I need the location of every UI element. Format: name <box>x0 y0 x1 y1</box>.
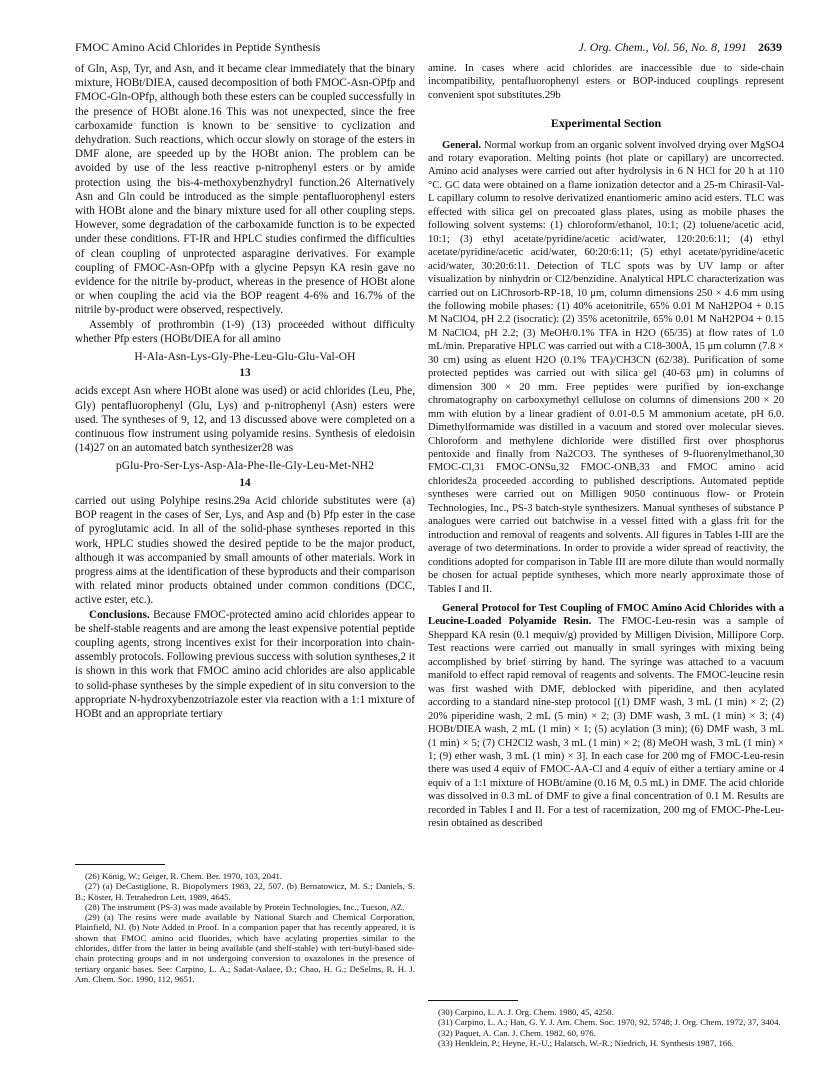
footnote-separator <box>428 1000 518 1001</box>
body-paragraph: of Gln, Asp, Tyr, and Asn, and it became clear immediately that the binary mixture, HOBt/DIEA, caused decomposition of both FMOC-Asn-OPfp and FMOC-Gln-OPfp, although both these esters can be coupled successfully in the presence of HOBt alone.16 This was not unexpected, since the free carboxamide function is known to be sensitive to cyclization and dehydration. Such reactions, which occur slowly on storage of the esters in DMF alone, are speeded up by the HOBt anion. The problem can be avoided by use of the less reactive p-nitrophenyl esters or by amide protection using the bis-4-methoxybenzhydryl function.26 Alternatively Asn and Gln could be introduced as the simple pentafluorophenyl esters with HOBt alone and the binary mixture used for all other coupling steps. However, some degradation of the carboxamide function is to be expected under these conditions. FT-IR and HPLC studies confirmed the difficulties of clean coupling of unprotected asparagine derivatives. For example coupling of FMOC-Asn-OPfp with a glycine Pepsyn KA resin gave no evidence for the nitrile by-product, whereas in the presence of HOBt alone or when coupling the acid via the BOP reagent 4-6% and 16.7% of the nitrile by-product were observed, respectively. <box>75 63 415 317</box>
body-paragraph: acids except Asn where HOBt alone was used) or acid chlorides (Leu, Phe, Gly) pentafluorophenyl (Glu, Lys) and p-nitrophenyl (Asn) esters were used. The syntheses of 9, 12, and 13 discussed above were completed on a continuous flow instrument using polyamide resins. Synthesis of eledoisin (14)27 on an automated batch synthesizer28 was <box>75 385 415 455</box>
protocol-paragraph <box>428 602 784 831</box>
conclusions-text: Because FMOC-protected amino acid chlorides appear to be shelf-stable reagents and are among the least expensive potential peptide coupling agents, strong incentives exist for their incorporation into chain-assembly protocols. Following previous success with solution syntheses,2 it is shown in this work that FMOC amino acid chlorides are also applicable to solid-phase syntheses by the simple expedient of in situ conversion to the appropriate N-hydroxybenzotriazole ester via reaction with a 1:1 mixture of HOBt and an appropriate tertiary <box>75 608 415 720</box>
footnote: (32) Paquet, A. Can. J. Chem. 1982, 60, 976. <box>438 1027 596 1038</box>
conclusions-heading: Conclusions. <box>89 608 150 621</box>
general-paragraph <box>428 139 784 596</box>
protocol-text: The FMOC-Leu-resin was a sample of Sheppard KA resin (0.1 mequiv/g) provided by Milligen Division, Millipore Corp. Test reactions were carried out manually in small syringes with mixing being accomplished by brief stirring by hand. The syringe was attached to a vacuum manifold to effect rapid removal of reagents and solvents. The FMOC-leucine resin was first washed with DMF, deblocked with piperidine, and then acylated according to a standard nine-step protocol [(1) DMF wash, 3 mL (1 min) × 2; (2) 20% piperidine wash, 2 mL (5 min) × 2; (3) DMF wash, 3 mL (1 min) × 3; (4) HOBt/DIEA wash, 2 mL (1 min) × 1; (5) acylation (3 min); (6) DMF wash, 3 mL (1 min) × 5; (7) CH2Cl2 wash, 3 mL (1 min) × 2; (8) MeOH wash, 3 mL (1 min) × 1; (9) ether wash, 3 mL (1 min) × 3]. In each case for 200 mg of FMOC-Leu-resin there was used 4 equiv of FMOC-AA-Cl and 4 equiv of either a tertiary amine or 4 equiv of a 1:1 mixture of HOBt/amine (0.16 M, 0.5 mL) in DMF. The acid chloride was dissolved in 0.3 mL of DMF to give a final concentration of 0.1 M. Results are recorded in Tables I and II. For a test of racemization, 200 mg of FMOC-Phe-Leu-resin obtained as described <box>428 616 784 830</box>
left-footnotes <box>75 854 415 984</box>
journal-citation: J. Org. Chem., Vol. 56, No. 8, 1991 <box>578 40 747 54</box>
footnote: (31) Carpino, L. A.; Han, G. Y. J. Am. Chem. Soc. 1970, 92, 5748; J. Org. Chem. 1972, 37, 3404. <box>438 1017 781 1028</box>
running-title: FMOC Amino Acid Chlorides in Peptide Synthesis <box>75 40 321 54</box>
footnote: (27) (a) DeCastiglione, R. Biopolymers 1983, 22, 507. (b) Bernatowicz, M. S.; Daniels, S. B.; Köster, H. Tetrahedron Lett. 1989, 4645. <box>75 881 415 902</box>
footnote: (28) The instrument (PS-3) was made available by Protein Technologies, Inc., Tucson, AZ. <box>85 901 405 912</box>
general-heading: General. <box>442 139 482 151</box>
body-paragraph: Assembly of prothrombin (1-9) (13) proceeded without difficulty whether Pfp esters (HOBt/DIEA for all amino <box>75 318 415 345</box>
right-footnotes <box>428 990 784 1048</box>
peptide-sequence: H-Ala-Asn-Lys-Gly-Phe-Leu-Glu-Glu-Val-OH <box>134 351 356 364</box>
footnote-separator <box>75 864 165 865</box>
page-number: 2639 <box>758 40 782 54</box>
peptide-sequence: pGlu-Pro-Ser-Lys-Asp-Ala-Phe-Ile-Gly-Leu-Met-NH2 <box>115 460 375 473</box>
footnote: (29) (a) The resins were made available by National Starch and Chemical Corporation, Plainfield, NJ. (b) Note Added in Proof. In a companion paper that has recently appeared, it is shown that FMOC amino acid fluorides, which have acylating properties similar to the chlorides, differ from the latter in being available (and shelf-stable) with tert-butyl-based side-chain protecting groups and in not undergoing conversion to oxazolones in the presence of tertiary organic bases. See: Carpino, L. A.; Sadat-Aalaee, D.; Chao, H. G.; DeSelms, R. H. J. Am. Chem. Soc. 1990, 112, 9651. <box>75 912 415 984</box>
protocol-heading: General Protocol for Test Coupling of FMOC Amino Acid Chlorides with a Leucine-Loaded Polyamide Resin. <box>428 602 784 628</box>
compound-number: 13 <box>239 367 251 380</box>
section-heading: Experimental Section <box>550 116 662 131</box>
compound-number: 14 <box>239 476 251 489</box>
running-header <box>75 40 782 58</box>
journal-reference <box>578 40 782 55</box>
footnote: (26) König, W.; Geiger, R. Chem. Ber. 1970, 103, 2041. <box>85 871 283 881</box>
body-paragraph: carried out using Polyhipe resins.29a Acid chloride substitutes were (a) BOP reagent in the cases of Ser, Lys, and Asp and (b) Pfp ester in the case of pyroglutamic acid. In all of the solid-phase syntheses reported in this work, HPLC studies showed the desired peptide to be the major product, although it was accompanied by small amounts of other materials. Work in progress aims at the identification of these byproducts and their comparison with related minor products obtained under common conditions (DCC, active ester, etc.). <box>75 494 415 607</box>
footnote: (33) Henklein, P.; Heyne, H.-U.; Halatsch, W.-R.; Niedrich, H. Synthesis 1987, 166. <box>438 1037 734 1048</box>
right-column <box>428 62 784 831</box>
footnote: (30) Carpino, L. A. J. Org. Chem. 1980, 45, 4250. <box>438 1007 614 1017</box>
conclusions-paragraph <box>75 608 415 722</box>
left-column <box>75 62 415 721</box>
general-text: Normal workup from an organic solvent involved drying over MgSO4 and rotary evaporation. Melting points (hot plate or capillary) are uncorrected. Amino acid analyses were carried out after hydrolysis in 6 N HCl for 20 h at 110 °C. GC data were obtained on a flame ionization detector and a 25-m Chirasil-Val-L capillary column to resolve derivatized enantiomeric amino acid esters. TLC was effected with silica gel on precoated glass plates, using as mobile phases the following solvent systems: (1) chloroform/ethanol, 10:1; (2) toluene/acetic acid, 10:1; (3) ethyl acetate/pyridine/acetic acid/water, 120:20:6:11; (4) ethyl acetate/pyridine/acetic acid/water, 60:20:6:11; (5) ethyl acetate/pyridine/acetic acid/water, 30:20:6:11. Detection of TLC spots was by UV lamp or after visualization by ninhydrin or Cl2/benzidine. Analytical HPLC characterization was carried out on LiChrosorb-RP-18, 10 μm, column dimensions 250 × 4.6 mm using the following mobile phases: (1) 40% acetonitrile, 65% 0.01 M NaH2PO4 + 0.15 M NaClO4, pH 2.2 (isocratic): (2) 35% acetonitrile, 65% 0.01 M NaH2PO4 + 0.15 M NaClO4, pH 2.2; (3) MeOH/0.1% TFA in H2O (65/35) at flow rates of 1.0 mL/min. Preparative HPLC was carried out with a C18-300Å, 15 μm column (7.8 × 30 cm) using as eluent H2O (0.1% TFA)/CH3CN (62/38). Purification of some protected peptides was carried out with silica gel (40-63 μm) in columns of dimension 300 × 20 mm. Free peptides were purified by ion-exchange chromatography on carboxymethyl cellulose on columns of dimensions 200 × 20 mm with elution by a linear gradient of 0.01-0.5 M ammonium acetate, pH 6.0. Dimethylformamide was distilled in a vacuum and stored over molecular sieves. Chloroform and methylene dichloride were distilled first over phosphorus pentoxide and finally from Na2CO3. The syntheses of 9-fluorenylmethanol,30 FMOC-Cl,31 FMOC-ONSu,32 FMOC-ONB,33 and FMOC amino acid chlorides2a proceeded according to published descriptions. Automated peptide syntheses were carried out on Milligen 9050 continuous flow- or Protein Technologies, Inc., PS-3 batch-style synthesizers. Manual syntheses of substance P analogues were carried out batchwise in a vessel fitted with a glass frit for the introduction and removal of reagents and solvents. All figures in Tables I-III are the average of two determinations. In order to provide a wider spread of reactivity, the conditions adopted for comparison in Table III are more dilute than would normally be chosen for actual peptide syntheses, which more nearly approximate those of Tables I and II. <box>428 139 784 595</box>
body-paragraph: amine. In cases where acid chlorides are inaccessible due to side-chain incompatibility, pentafluorophenyl esters or BOP-induced couplings represent convenient spot substitutes.29b <box>428 63 784 101</box>
